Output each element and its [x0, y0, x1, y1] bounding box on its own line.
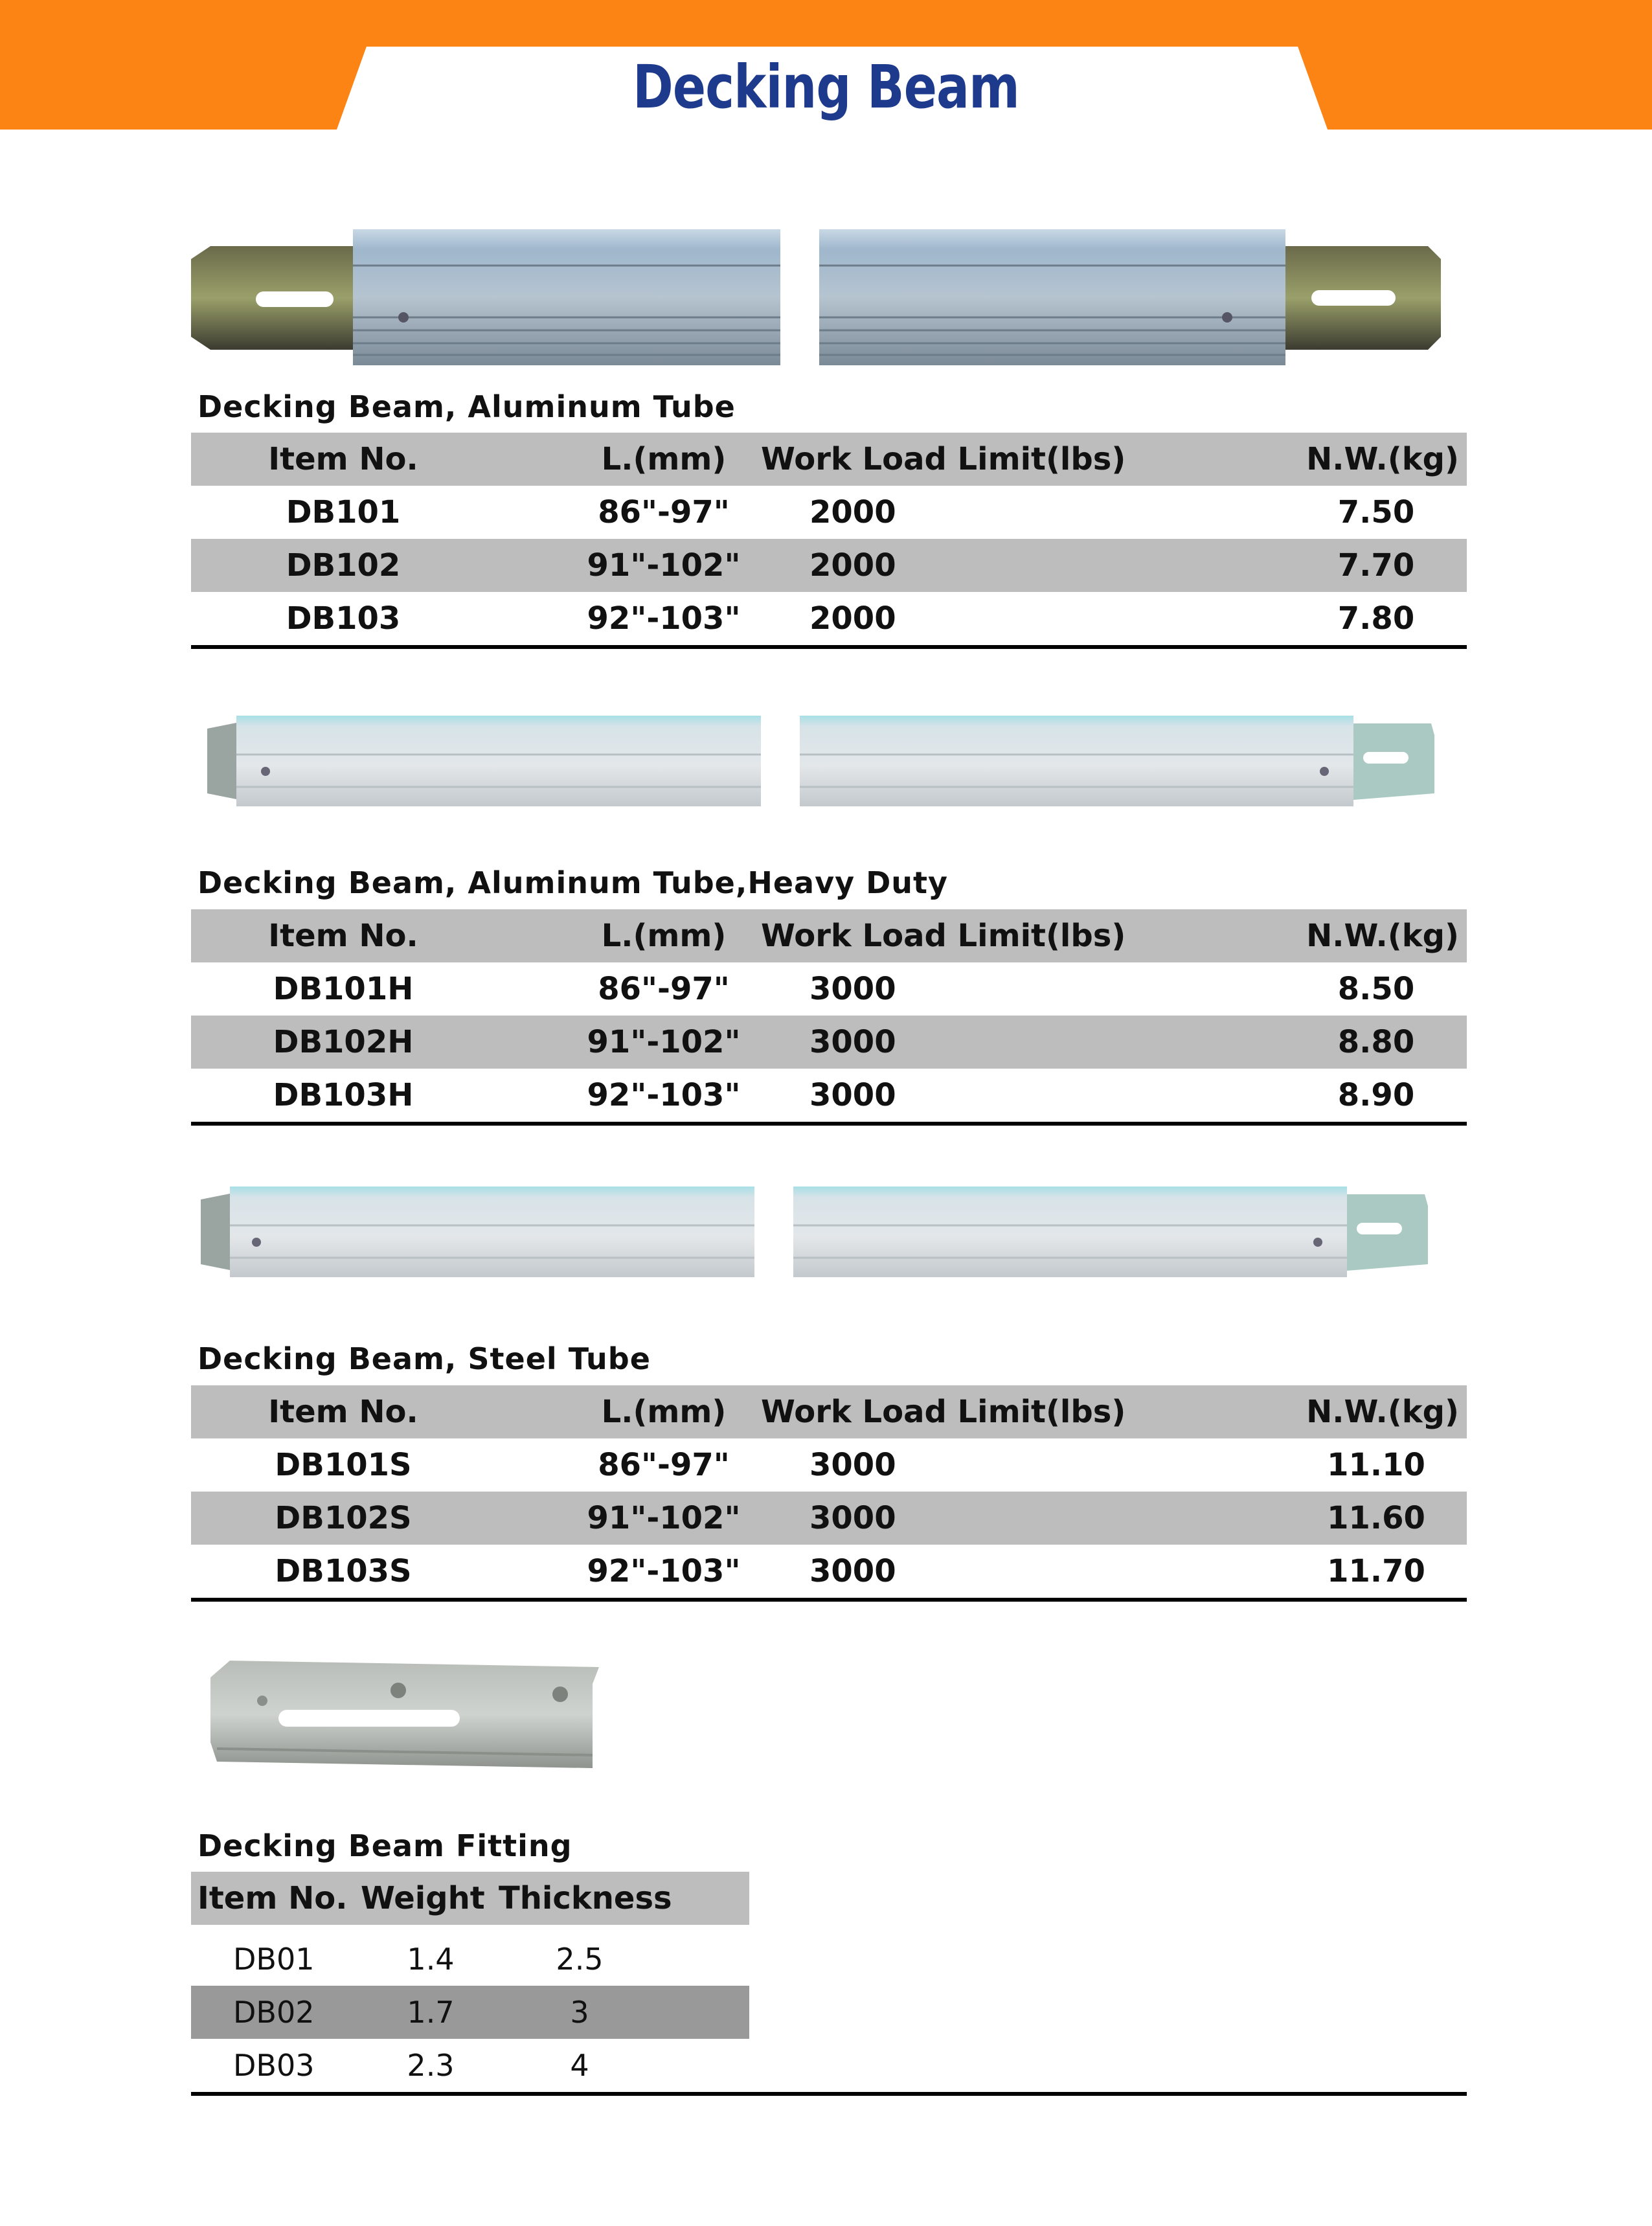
cell-item-no: DB01 [233, 1942, 315, 1977]
cell-item-no: DB102H [273, 1024, 414, 1060]
header-work-load: Work Load Limit(lbs) [761, 918, 1126, 954]
fitting-photo [204, 1658, 605, 1775]
cell-length: 86"-97" [598, 1447, 730, 1483]
header-work-load: Work Load Limit(lbs) [761, 1394, 1126, 1430]
header-item-no: Item No. [198, 1880, 348, 1916]
cell-length: 91"-102" [587, 547, 741, 584]
table-row [191, 1438, 1467, 1492]
table-header-row [191, 433, 1467, 486]
cell-item-no: DB03 [233, 2048, 315, 2083]
table-bottom-rule [191, 645, 1467, 649]
cell-item-no: DB101 [286, 494, 401, 530]
header-length: L.(mm) [601, 441, 727, 477]
table-row [191, 1933, 1467, 1986]
cell-net-weight: 11.60 [1327, 1500, 1425, 1536]
cell-length: 92"-103" [587, 1077, 741, 1113]
table-row [191, 486, 1467, 539]
aluminum-beam-photo [185, 220, 1454, 369]
table-header-row [191, 1872, 749, 1925]
spec-table-steel [191, 1385, 1467, 1602]
cell-item-no: DB102S [275, 1500, 412, 1536]
header-work-load: Work Load Limit(lbs) [761, 441, 1126, 477]
table-header-row [191, 909, 1467, 962]
cell-item-no: DB103H [273, 1077, 414, 1113]
spec-table-fitting [191, 1872, 1467, 2096]
cell-net-weight: 8.50 [1337, 971, 1415, 1007]
cell-length: 86"-97" [598, 971, 730, 1007]
section-title-steel: Decking Beam, Steel Tube [198, 1341, 651, 1376]
page-title: Decking Beam [633, 52, 1019, 122]
cell-work-load: 3000 [809, 1024, 896, 1060]
cell-item-no: DB103S [275, 1553, 412, 1589]
cell-work-load: 3000 [809, 1077, 896, 1113]
cell-length: 86"-97" [598, 494, 730, 530]
spec-table-heavy-duty [191, 909, 1467, 1126]
table-row [191, 962, 1467, 1016]
table-row [191, 1492, 1467, 1545]
cell-work-load: 3000 [809, 1553, 896, 1589]
cell-work-load: 2000 [809, 600, 896, 637]
cell-length: 91"-102" [587, 1500, 741, 1536]
cell-item-no: DB101H [273, 971, 414, 1007]
cell-work-load: 3000 [809, 1447, 896, 1483]
header-net-weight: N.W.(kg) [1306, 441, 1459, 477]
header-item-no: Item No. [268, 918, 418, 954]
cell-length: 92"-103" [587, 1553, 741, 1589]
cell-item-no: DB102 [286, 547, 401, 584]
header-length: L.(mm) [601, 1394, 727, 1430]
cell-thickness: 2.5 [556, 1942, 604, 1977]
cell-thickness: 3 [570, 1995, 589, 2030]
table-row [191, 1545, 1467, 1598]
header-thickness: Thickness [499, 1880, 672, 1916]
cell-net-weight: 7.70 [1337, 547, 1415, 584]
table-bottom-rule [191, 2092, 1467, 2096]
cell-length: 91"-102" [587, 1024, 741, 1060]
cell-work-load: 3000 [809, 1500, 896, 1536]
cell-net-weight: 11.10 [1327, 1447, 1425, 1483]
table-bottom-rule [191, 1122, 1467, 1126]
cell-work-load: 2000 [809, 547, 896, 584]
header-length: L.(mm) [601, 918, 727, 954]
section-title-heavy-duty: Decking Beam, Aluminum Tube,Heavy Duty [198, 865, 948, 900]
section-title-aluminum: Decking Beam, Aluminum Tube [198, 389, 736, 424]
cell-length: 92"-103" [587, 600, 741, 637]
cell-item-no: DB02 [233, 1995, 315, 2030]
cell-work-load: 2000 [809, 494, 896, 530]
cell-item-no: DB101S [275, 1447, 412, 1483]
cell-item-no: DB103 [286, 600, 401, 637]
table-row [191, 592, 1467, 645]
steel-beam-photo [194, 1180, 1438, 1284]
cell-thickness: 4 [570, 2048, 589, 2083]
header-item-no: Item No. [268, 1394, 418, 1430]
section-title-fitting: Decking Beam Fitting [198, 1828, 572, 1863]
cell-net-weight: 8.80 [1337, 1024, 1415, 1060]
header-net-weight: N.W.(kg) [1306, 918, 1459, 954]
spec-table-aluminum [191, 433, 1467, 649]
cell-net-weight: 7.50 [1337, 494, 1415, 530]
header-weight: Weight [361, 1880, 485, 1916]
cell-net-weight: 8.90 [1337, 1077, 1415, 1113]
cell-weight: 1.7 [407, 1995, 455, 2030]
cell-net-weight: 11.70 [1327, 1553, 1425, 1589]
heavy-duty-beam-photo [201, 709, 1444, 813]
header-item-no: Item No. [268, 441, 418, 477]
table-row [191, 2039, 1467, 2092]
table-bottom-rule [191, 1598, 1467, 1602]
cell-weight: 1.4 [407, 1942, 455, 1977]
table-row [191, 1986, 749, 2039]
cell-weight: 2.3 [407, 2048, 455, 2083]
table-header-row [191, 1385, 1467, 1438]
table-row [191, 1069, 1467, 1122]
table-row [191, 1016, 1467, 1069]
header-net-weight: N.W.(kg) [1306, 1394, 1459, 1430]
cell-work-load: 3000 [809, 971, 896, 1007]
cell-net-weight: 7.80 [1337, 600, 1415, 637]
table-row [191, 539, 1467, 592]
